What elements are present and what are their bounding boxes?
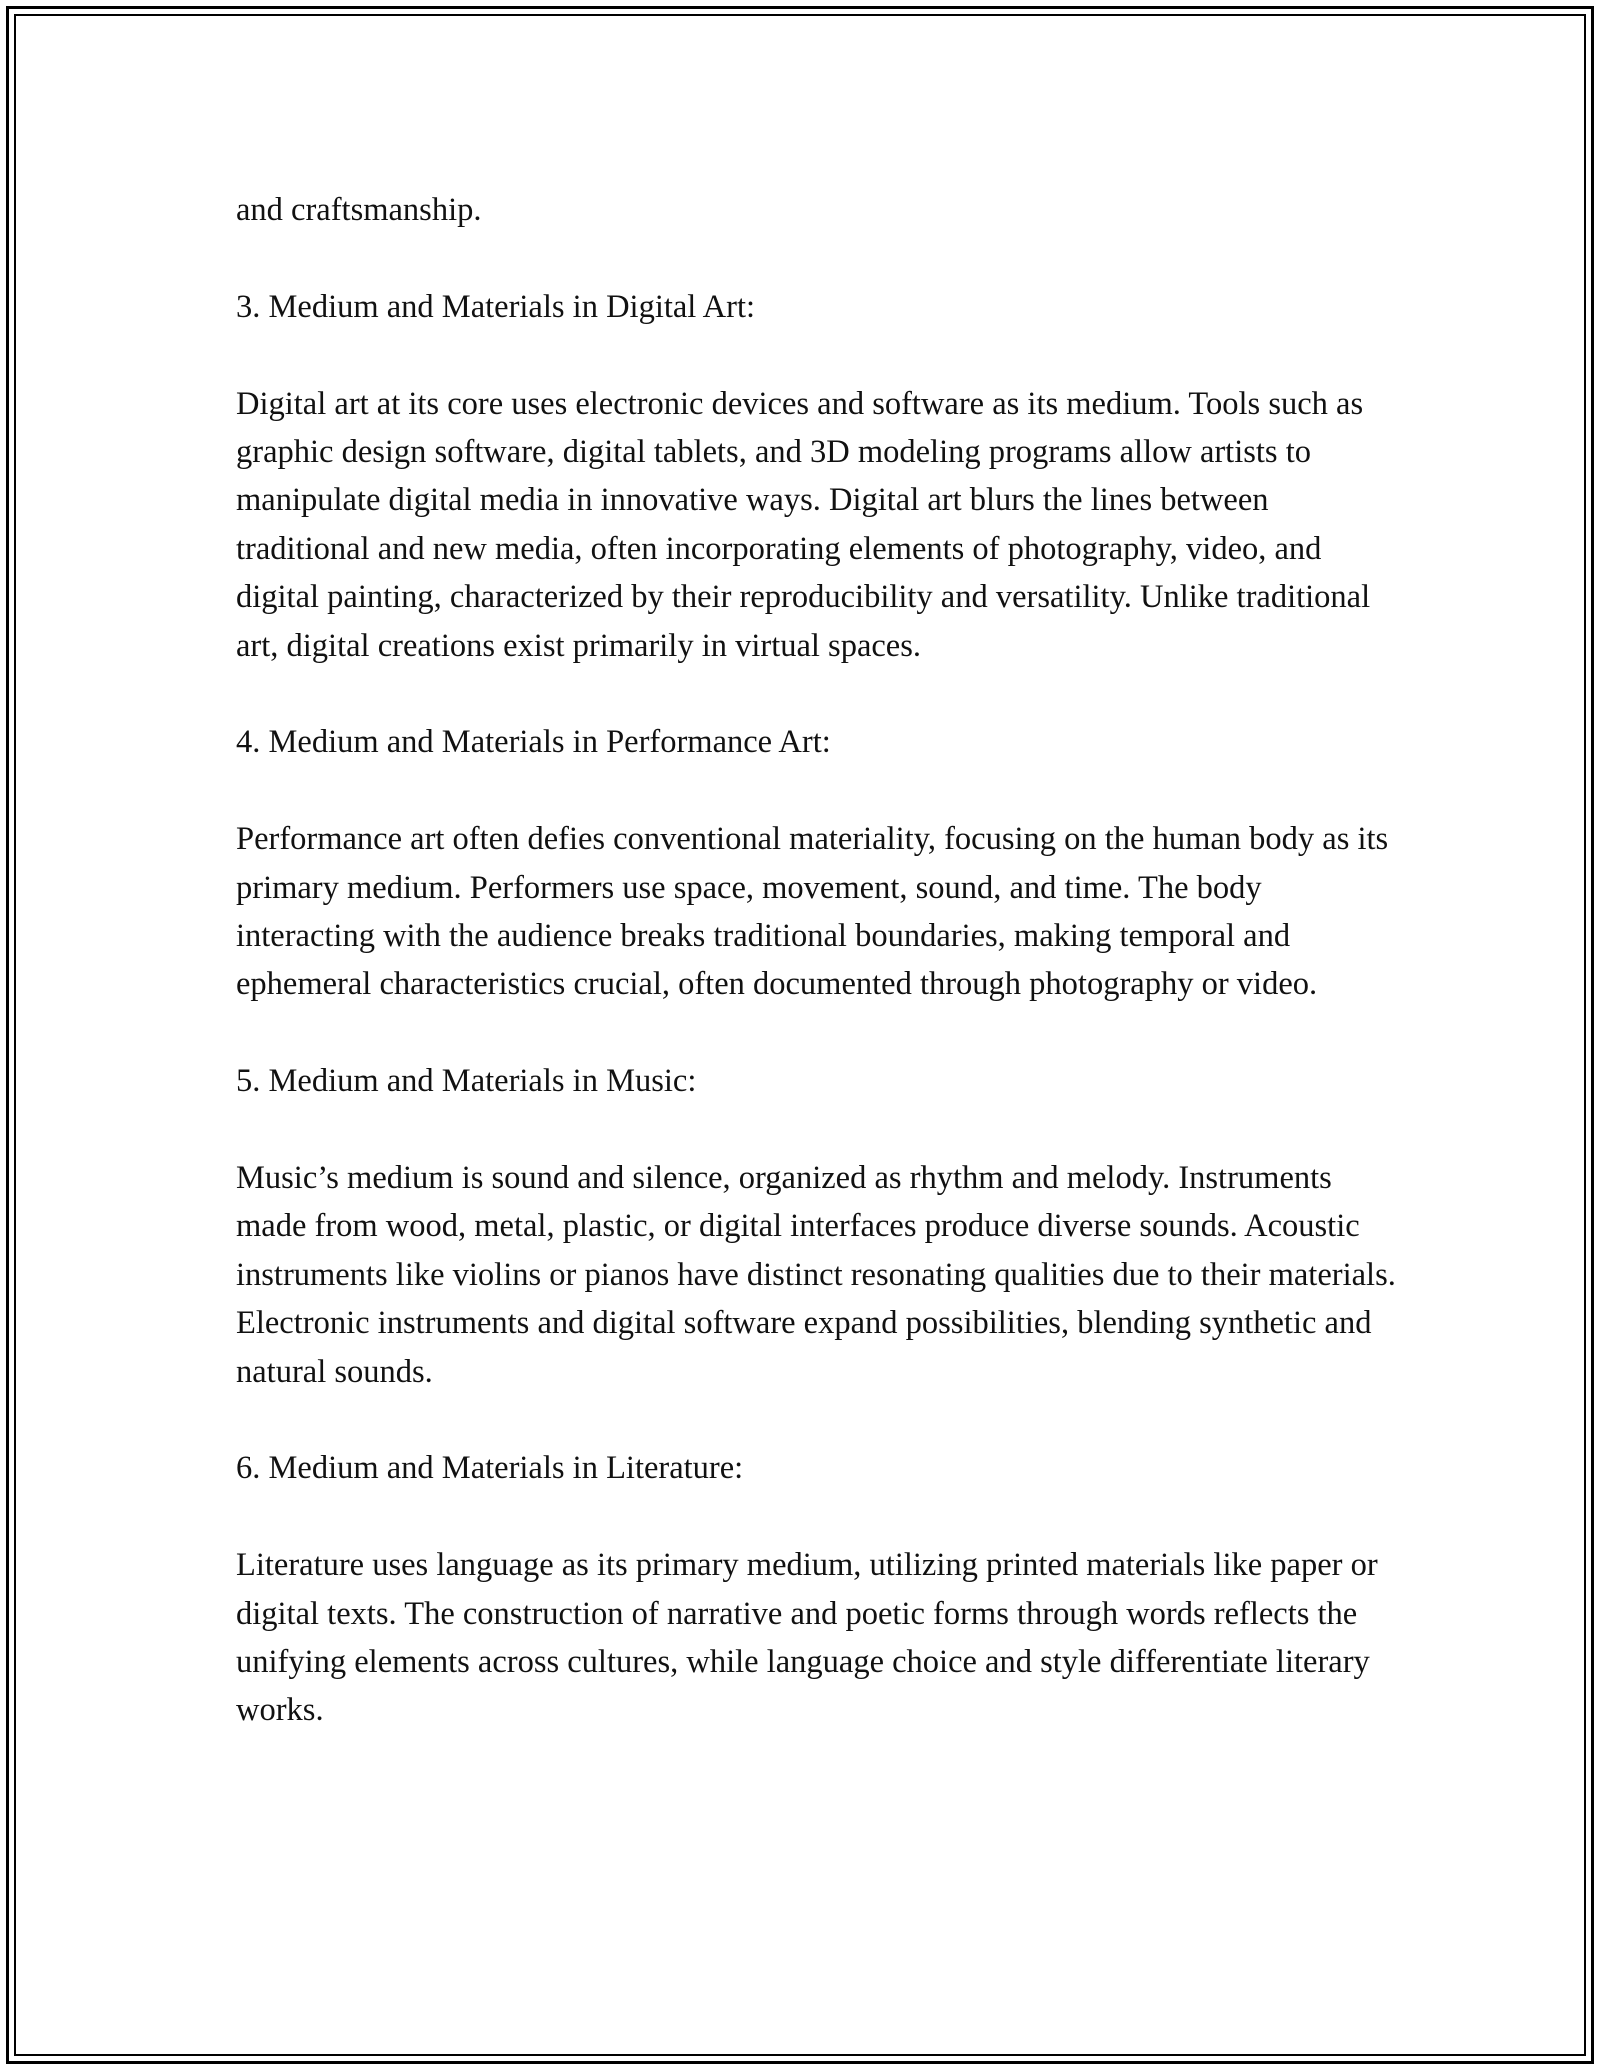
paragraph-continuation: and craftsmanship. [236,192,482,228]
section-heading-music: 5. Medium and Materials in Music: [236,1063,697,1100]
section-heading-digital-art: 3. Medium and Materials in Digital Art: [236,288,756,325]
paragraph-literature: Literature uses language as its primary medium, utilizing printed materials like paper or digital texts. The construction of narrative and poetic forms through words reflects the unifying elements across cultures, while language choice and style differentiate literary works. [236,1547,1378,1729]
paragraph-performance-art: Performance art often defies conventional materiality, focusing on the human body as its primary medium. Performers use space, movement, sound, and time. The body interacting with the audience breaks traditional boundaries, making temporal and ephemeral characteristics crucial, often documented through photography or video. [236,821,1389,1003]
paragraph-digital-art: Digital art at its core uses electronic devices and software as its medium. Tools such as graphic design software, digital tablets, and 3D modeling programs allow artists to manipulate digital media in innovative ways. Digital art blurs the lines between traditional and new media, often incorporating elements of photography, video, and digital painting, characterized by their reproducibility and versatility. Unlike traditional art, digital creations exist primarily in virtual spaces. [236,385,1371,664]
paragraph-music: Music’s medium is sound and silence, organized as rhythm and melody. Instruments made from wood, metal, plastic, or digital interfaces produce diverse sounds. Acoustic instruments like violins or pianos have distinct resonating qualities due to their materials. Electronic instruments and digital software expand possibilities, blending synthetic and natural sounds. [236,1160,1396,1390]
section-heading-performance-art: 4. Medium and Materials in Performance Art: [236,724,831,761]
section-heading-literature: 6. Medium and Materials in Literature: [236,1450,744,1487]
document-body [236,186,1396,1735]
